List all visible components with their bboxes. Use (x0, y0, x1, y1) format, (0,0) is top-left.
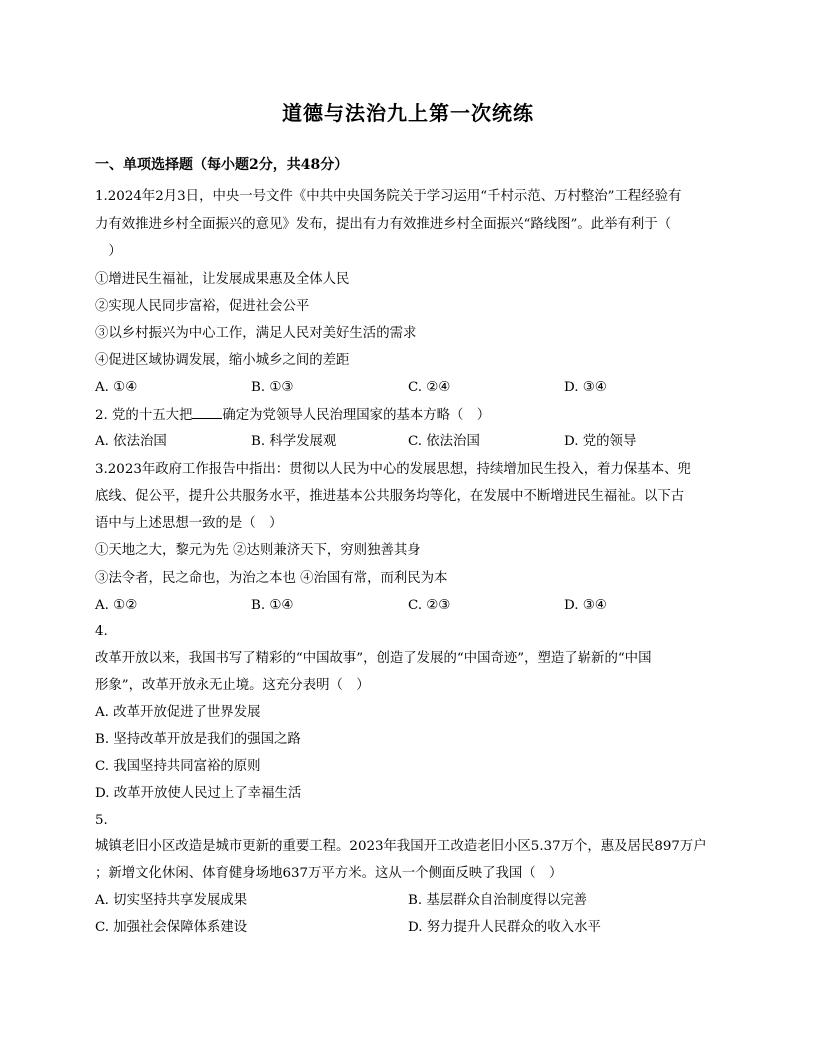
q3-statement-2: ③法令者，民之命也，为治之本也 ④治国有常，而利民为本 (95, 571, 448, 586)
q1-statement-3: ③以乡村振兴为中心工作，满足人民对美好生活的需求 (95, 326, 417, 341)
q1-stem-line2: 力有效推进乡村全面振兴的意见》发布，提出有力有效推进乡村全面振兴“路线图”。此举有利于（ (95, 217, 672, 232)
q1-statement-4: ④促进区域协调发展，缩小城乡之间的差距 (95, 353, 350, 368)
q3-option-a[interactable]: A. ①② (95, 598, 138, 613)
q5-option-a[interactable]: A. 切实坚持共享发展成果 (95, 893, 248, 908)
q5-stem-line2: ；新增文化休闲、体育健身场地637万平方米。这从一个侧面反映了我国（ ） (95, 866, 563, 881)
q1-option-c[interactable]: C. ②④ (408, 380, 451, 395)
q1-option-d[interactable]: D. ③④ (564, 380, 607, 395)
q4-option-a[interactable]: A. 改革开放促进了世界发展 (95, 705, 261, 720)
q2-answer-blank (192, 405, 222, 419)
q4-stem-line2: 形象”，改革开放永无止境。这充分表明（ ） (95, 678, 370, 693)
q2-stem (95, 405, 725, 426)
q3-stem-line1: 3.2023年政府工作报告中指出：贯彻以人民为中心的发展思想，持续增加民生投入，着力保基本、兜 (95, 462, 691, 477)
q1-option-b[interactable]: B. ①③ (251, 380, 294, 395)
q4-number: 4. (95, 624, 108, 639)
q5-option-b[interactable]: B. 基层群众自治制度得以完善 (408, 893, 588, 908)
q2-option-b[interactable]: B. 科学发展观 (251, 434, 337, 449)
q1-statement-2: ②实现人民同步富裕，促进社会公平 (95, 299, 310, 314)
q5-number: 5. (95, 813, 108, 828)
q3-statement-1: ①天地之大，黎元为先 ②达则兼济天下，穷则独善其身 (95, 543, 421, 558)
q2-stem-prefix: 2. 党的十五大把 (95, 408, 193, 423)
q4-option-b[interactable]: B. 坚持改革开放是我们的强国之路 (95, 732, 301, 747)
q1-stem-line3: ） (95, 244, 122, 259)
q4-stem-line1: 改革开放以来，我国书写了精彩的“中国故事”，创造了发展的“中国奇迹”，塑造了崭新的“中国 (95, 651, 652, 666)
q4-option-d[interactable]: D. 改革开放使人民过上了幸福生活 (95, 786, 302, 801)
q5-option-d[interactable]: D. 努力提升人民群众的收入水平 (408, 920, 601, 935)
q5-stem-line1: 城镇老旧小区改造是城市更新的重要工程。2023年我国开工改造老旧小区5.37万个，惠及居民897万户 (95, 839, 707, 854)
q3-stem-line2: 底线、促公平，提升公共服务水平，推进基本公共服务均等化，在发展中不断增进民生福祉。以下古 (95, 489, 685, 504)
q5-option-c[interactable]: C. 加强社会保障体系建设 (95, 920, 248, 935)
q2-option-a[interactable]: A. 依法治国 (95, 434, 167, 449)
q2-option-c[interactable]: C. 依法治国 (408, 434, 480, 449)
q3-option-b[interactable]: B. ①④ (251, 598, 294, 613)
q3-stem-line3: 语中与上述思想一致的是（ ） (95, 516, 283, 531)
section-heading: 一、单项选择题（每小题2分，共48分） (95, 157, 349, 173)
q1-option-a[interactable]: A. ①④ (95, 380, 138, 395)
q1-statement-1: ①增进民生福祉，让发展成果惠及全体人民 (95, 272, 350, 287)
q4-option-c[interactable]: C. 我国坚持共同富裕的原则 (95, 759, 261, 774)
q3-option-c[interactable]: C. ②③ (408, 598, 451, 613)
q2-option-d[interactable]: D. 党的领导 (564, 434, 637, 449)
q1-stem-line1: 1.2024年2月3日，中央一号文件《中共中央国务院关于学习运用“千村示范、万村整治”工程经验有 (95, 189, 682, 204)
page-title: 道德与法治九上第一次统练 (282, 101, 534, 125)
q3-option-d[interactable]: D. ③④ (564, 598, 607, 613)
q2-stem-suffix: 确定为党领导人民治理国家的基本方略（ ） (222, 408, 491, 423)
